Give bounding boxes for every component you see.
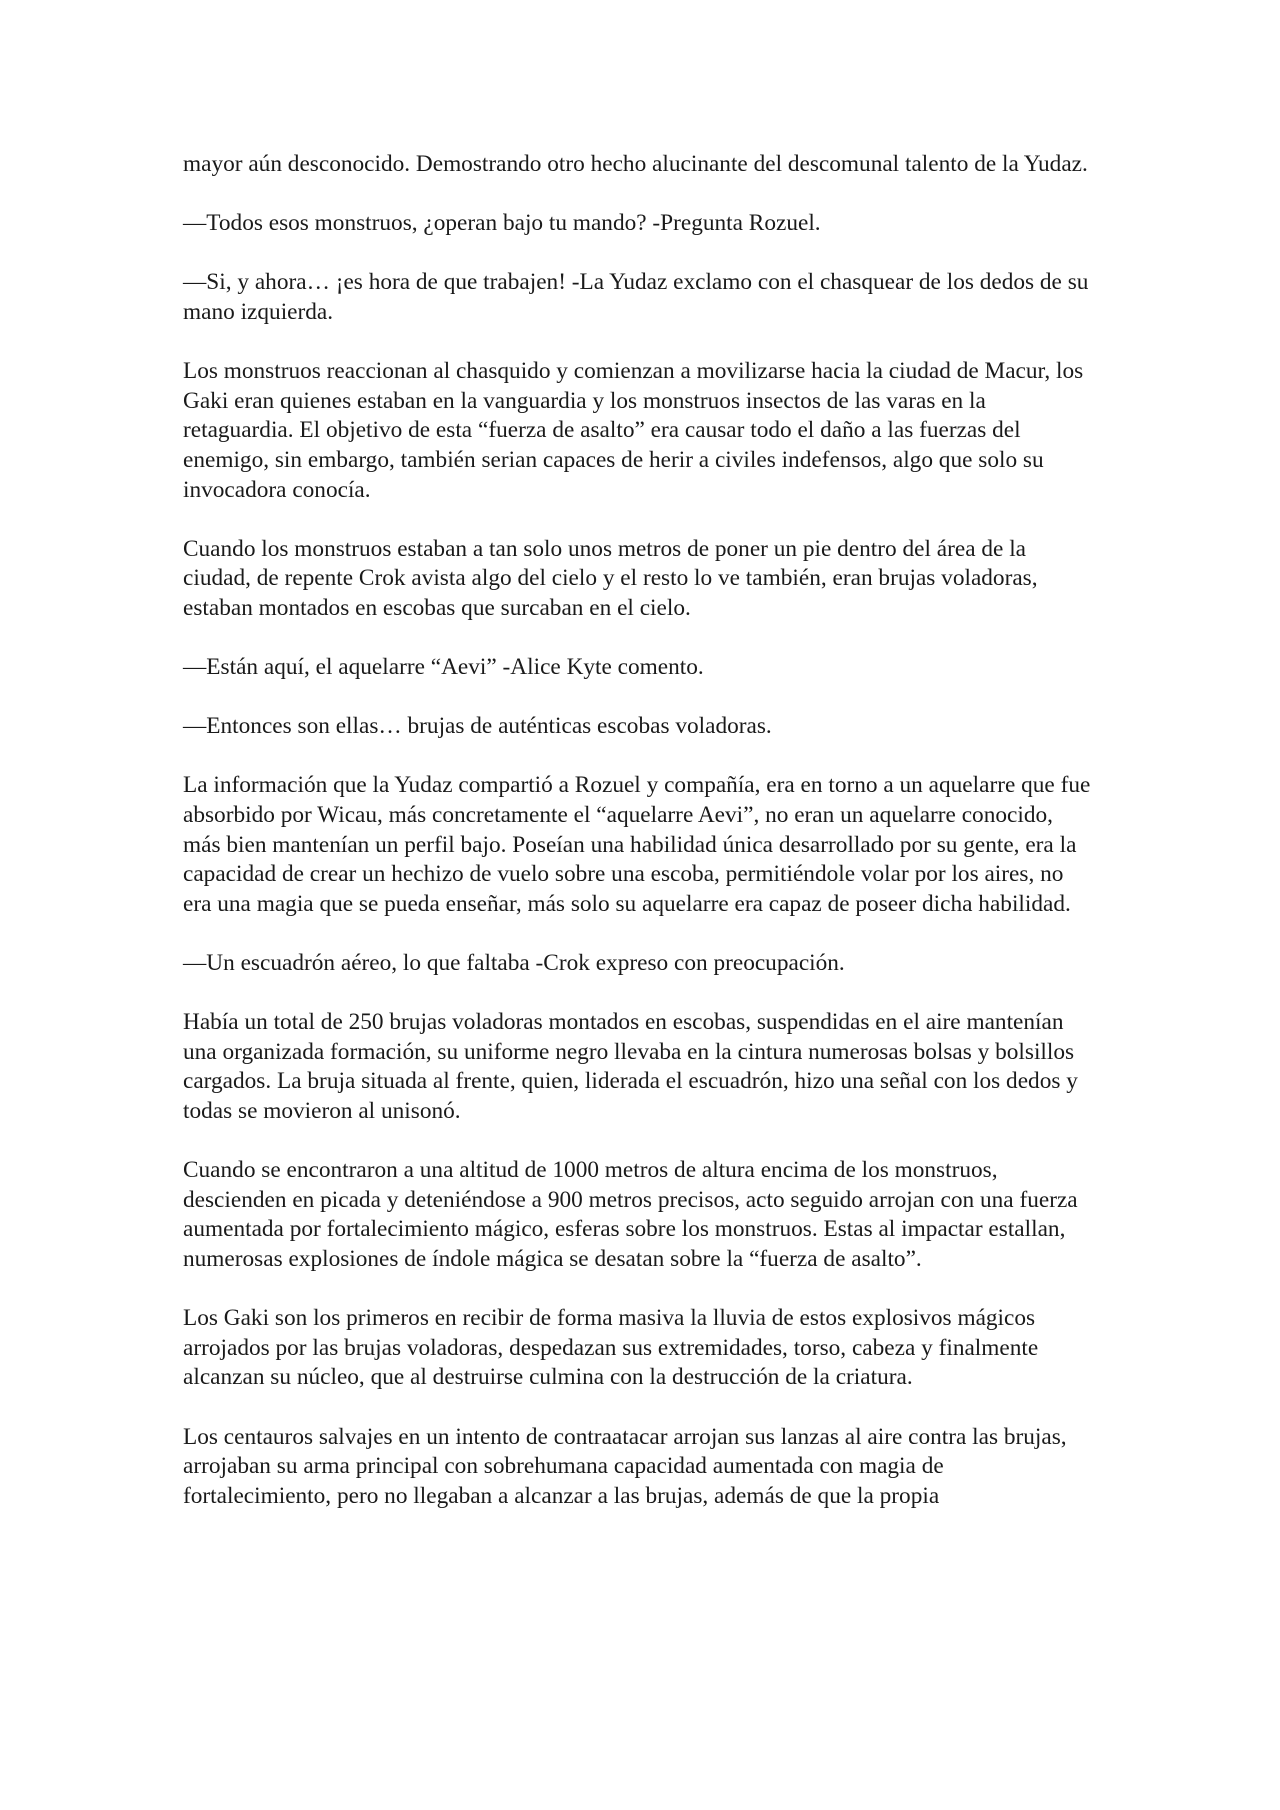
paragraph: Cuando los monstruos estaban a tan solo unos metros de poner un pie dentro del área de la ciudad, de repente Crok avista algo del cielo y el resto lo ve también, eran brujas voladoras, estaban montados en escobas que surcaban en el cielo.	[183, 535, 1038, 621]
paragraph: Había un total de 250 brujas voladoras montados en escobas, suspendidas en el aire mantenían una organizada formación, su uniforme negro llevaba en la cintura numerosas bolsas y bolsillos cargados. La bruja situada al frente, quien, liderada el escuadrón, hizo una señal con los dedos y todas se movieron al unisonó.	[183, 1009, 1078, 1124]
paragraph: —Si, y ahora… ¡es hora de que trabajen! -La Yudaz exclamo con el chasquear de los dedos de su mano izquierda.	[183, 269, 1089, 325]
paragraph: Cuando se encontraron a una altitud de 1000 metros de altura encima de los monstruos, descienden en picada y deteniéndose a 900 metros precisos, acto seguido arrojan con una fuerza aumentada por fortalecimiento mágico, esferas sobre los monstruos. Estas al impactar estallan, numerosas explosiones de índole mágica se desatan sobre la “fuerza de asalto”.	[183, 1157, 1078, 1272]
paragraph: Los Gaki son los primeros en recibir de forma masiva la lluvia de estos explosivos mágicos arrojados por las brujas voladoras, despedazan sus extremidades, torso, cabeza y finalmente alcanzan su núcleo, que al destruirse culmina con la destrucción de la criatura.	[183, 1305, 1039, 1391]
paragraph: —Todos esos monstruos, ¿operan bajo tu mando? -Pregunta Rozuel.	[183, 210, 821, 237]
paragraph: —Entonces son ellas… brujas de auténticas escobas voladoras.	[183, 713, 772, 740]
paragraph: La información que la Yudaz compartió a Rozuel y compañía, era en torno a un aquelarre que fue absorbido por Wicau, más concretamente el “aquelarre Aevi”, no eran un aquelarre conocido, más bien mantenían un perfil bajo. Poseían una habilidad única desarrollado por su gente, era la capacidad de crear un hechizo de vuelo sobre una escoba, permitiéndole volar por los aires, no era una magia que se pueda enseñar, más solo su aquelarre era capaz de poseer dicha habilidad.	[183, 772, 1091, 917]
document-page	[183, 150, 1095, 1541]
paragraph: Los centauros salvajes en un intento de contraatacar arrojan sus lanzas al aire contra las brujas, arrojaban su arma principal con sobrehumana capacidad aumentada con magia de fortalecimiento, pero no llegaban a alcanzar a las brujas, además de que la propia	[183, 1423, 1067, 1509]
paragraph: Los monstruos reaccionan al chasquido y comienzan a movilizarse hacia la ciudad de Macur, los Gaki eran quienes estaban en la vanguardia y los monstruos insectos de las varas en la retaguardia. El objetivo de esta “fuerza de asalto” era causar todo el daño a las fuerzas del enemigo, sin embargo, también serian capaces de herir a civiles indefensos, algo que solo su invocadora conocía.	[183, 358, 1084, 503]
paragraph: —Un escuadrón aéreo, lo que faltaba -Crok expreso con preocupación.	[183, 950, 845, 977]
paragraph: —Están aquí, el aquelarre “Aevi” -Alice Kyte comento.	[183, 654, 704, 681]
paragraph: mayor aún desconocido. Demostrando otro hecho alucinante del descomunal talento de la Yudaz.	[183, 151, 1088, 177]
